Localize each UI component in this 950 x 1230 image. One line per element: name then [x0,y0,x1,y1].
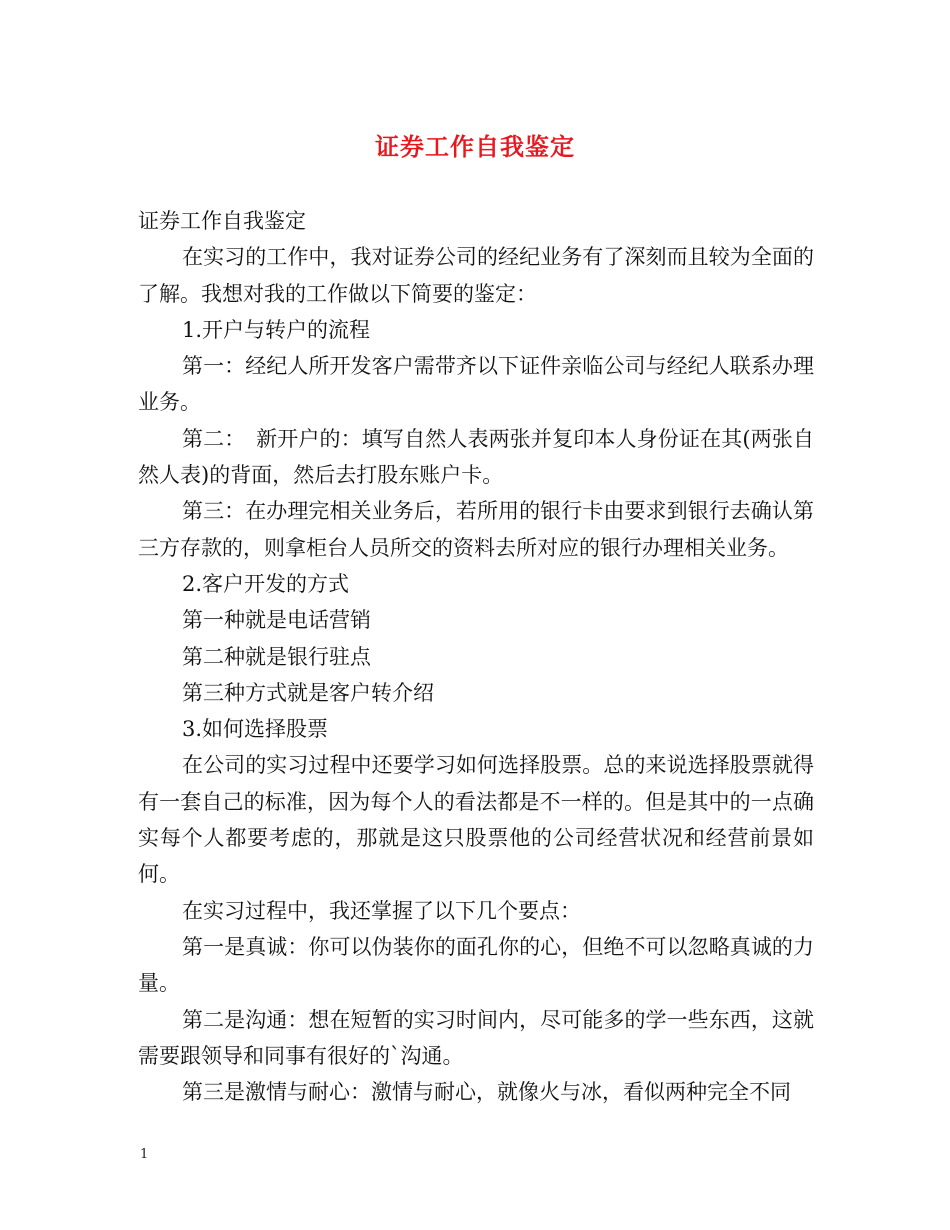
paragraph: 在实习的工作中，我对证券公司的经纪业务有了深刻而且较为全面的了解。我想对我的工作做以下简要的鉴定： [138,245,814,306]
paragraph: 证券工作自我鉴定 [138,209,306,233]
paragraph: 第二种就是银行驻点 [182,644,371,669]
page-number: 1 [140,1147,149,1162]
document-title: 证券工作自我鉴定 [375,132,575,161]
paragraph: 第三是激情与耐心：激情与耐心，就像火与冰，看似两种完全不同 [182,1080,791,1105]
paragraph: 在实习过程中，我还掌握了以下几个要点： [182,898,581,923]
paragraph: 在公司的实习过程中还要学习如何选择股票。总的来说选择股票就得有一套自己的标准，因为每个人的看法都是不一样的。但是其中的一点确实每个人都要考虑的，那就是这只股票他的公司经营状况和经营前景如何。 [138,753,814,887]
paragraph: 1.开户与转户的流程 [182,317,371,342]
paragraph: 第二： 新开户的：填写自然人表两张并复印本人身份证在其(两张自然人表)的背面，然后去打股东账户卡。 [138,426,814,488]
paragraph: 第二是沟通：想在短暂的实习时间内，尽可能多的学一些东西，这就需要跟领导和同事有很好的`沟通。 [138,1007,814,1068]
paragraph: 第三：在办理完相关业务后，若所用的银行卡由要求到银行去确认第三方存款的，则拿柜台人员所交的资料去所对应的银行办理相关业务。 [138,499,814,560]
paragraph: 第一：经纪人所开发客户需带齐以下证件亲临公司与经纪人联系办理业务。 [138,354,814,415]
paragraph: 第一种就是电话营销 [182,608,371,633]
paragraph: 第三种方式就是客户转介绍 [182,680,434,705]
paragraph: 3.如何选择股票 [182,717,329,742]
paragraph: 2.客户开发的方式 [182,571,350,596]
paragraph: 第一是真诚：你可以伪装你的面孔你的心，但绝不可以忽略真诚的力量。 [138,934,814,996]
document-body [138,203,814,1110]
